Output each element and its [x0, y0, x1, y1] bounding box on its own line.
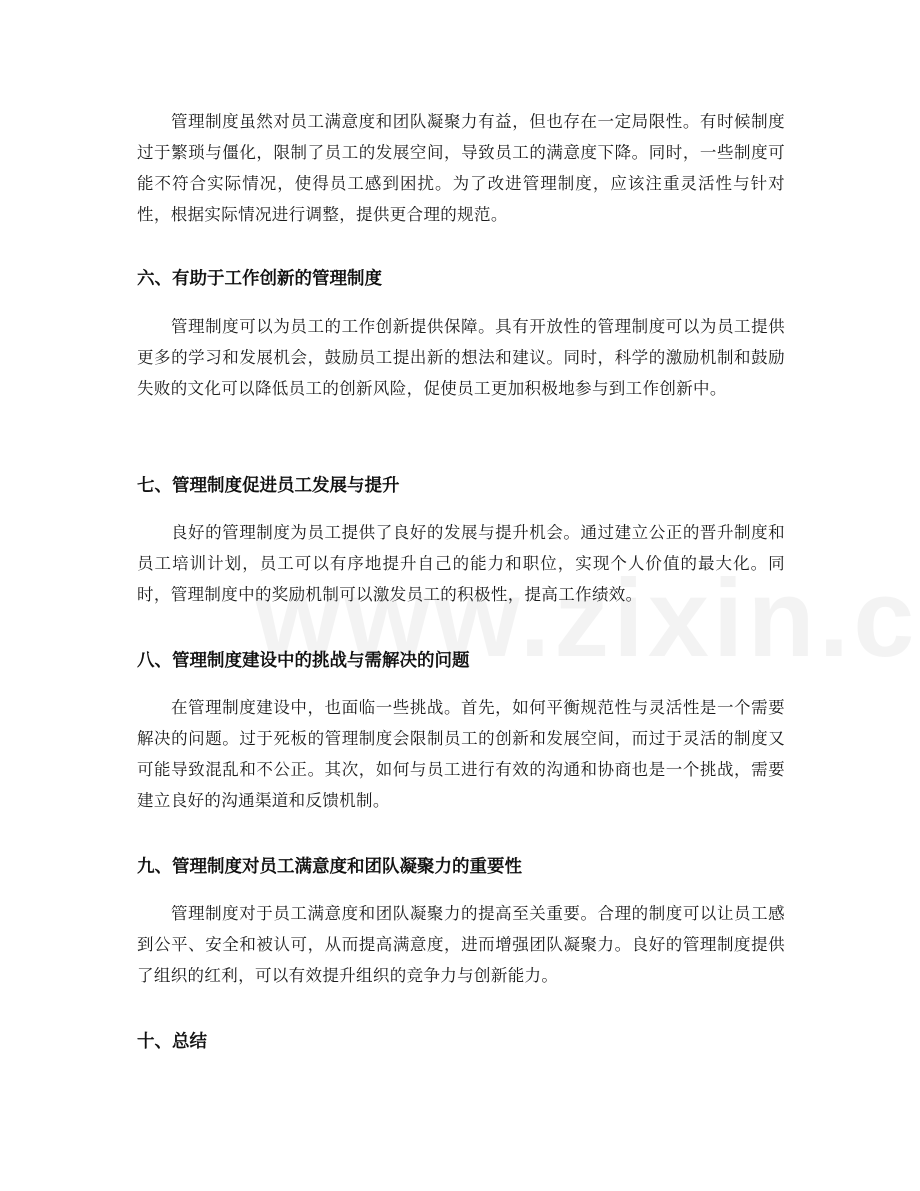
paragraph-development: 良好的管理制度为员工提供了良好的发展与提升机会。通过建立公正的晋升制度和员工培训计划，员工可以有序地提升自己的能力和职位，实现个人价值的最大化。同时，管理制度中的奖励机制可以激发员工的积极性，提高工作绩效。 [137, 523, 785, 604]
heading-section-8: 八、管理制度建设中的挑战与需解决的问题 [137, 651, 470, 671]
paragraph-limitations: 管理制度虽然对员工满意度和团队凝聚力有益，但也存在一定局限性。有时候制度过于繁琐与僵化，限制了员工的发展空间，导致员工的满意度下降。同时，一些制度可能不符合实际情况，使得员工感到困扰。为了改进管理制度，应该注重灵活性与针对性，根据实际情况进行调整，提供更合理的规范。 [137, 112, 785, 224]
paragraph-challenges: 在管理制度建设中，也面临一些挑战。首先，如何平衡规范性与灵活性是一个需要解决的问题。过于死板的管理制度会限制员工的创新和发展空间，而过于灵活的制度又可能导致混乱和不公正。其次，如何与员工进行有效的沟通和协商也是一个挑战，需要建立良好的沟通渠道和反馈机制。 [137, 698, 785, 810]
heading-section-9: 九、管理制度对员工满意度和团队凝聚力的重要性 [137, 857, 522, 877]
paragraph-importance: 管理制度对于员工满意度和团队凝聚力的提高至关重要。合理的制度可以让员工感到公平、安全和被认可，从而提高满意度，进而增强团队凝聚力。良好的管理制度提供了组织的红利，可以有效提升组织的竞争力与创新能力。 [137, 904, 785, 985]
heading-section-7: 七、管理制度促进员工发展与提升 [137, 476, 400, 496]
heading-section-10: 十、总结 [137, 1032, 207, 1052]
heading-section-6: 六、有助于工作创新的管理制度 [137, 269, 382, 289]
paragraph-innovation: 管理制度可以为员工的工作创新提供保障。具有开放性的管理制度可以为员工提供更多的学习和发展机会，鼓励员工提出新的想法和建议。同时，科学的激励机制和鼓励失败的文化可以降低员工的创新风险，促使员工更加积极地参与到工作创新中。 [137, 317, 785, 398]
